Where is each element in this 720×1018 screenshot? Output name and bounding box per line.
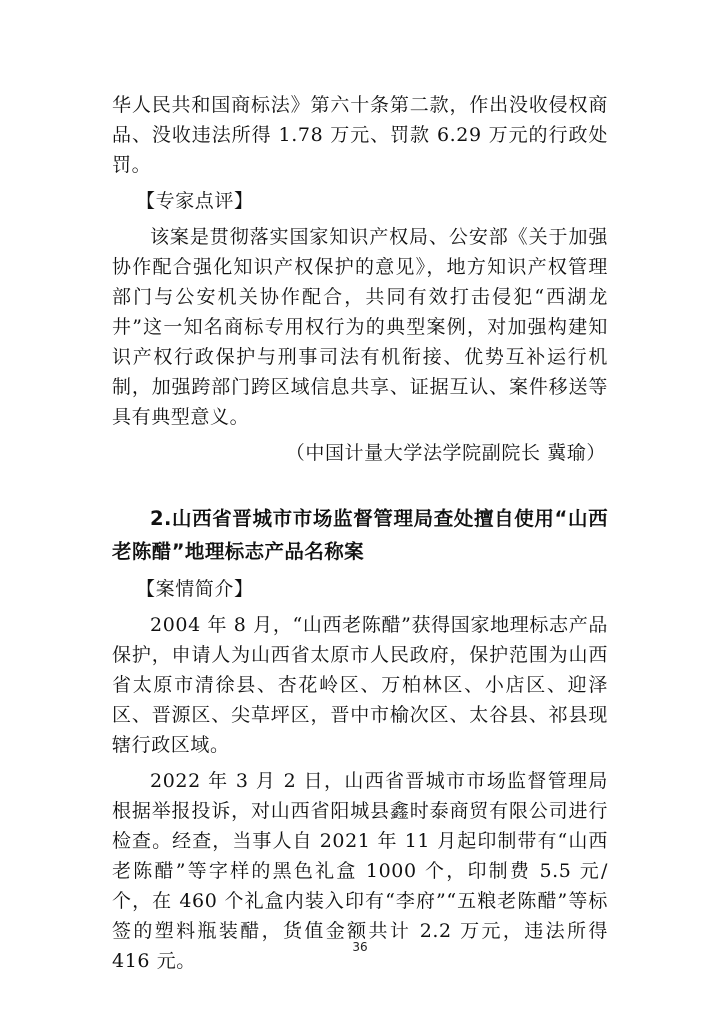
case-summary-label: 【案情简介】	[136, 578, 254, 600]
case2-title: 2.山西省晋城市市场监督管理局查处擅自使用“山西老陈醋”地理标志产品名称案	[112, 507, 608, 563]
case2-paragraph-2: 2022 年 3 月 2 日，山西省晋城市市场监督管理局根据举报投诉，对山西省阳城县鑫时泰商贸有限公司进行检查。经查，当事人自 2021 年 11 月起印制带有“山西老陈醋”等字样的黑色礼盒 1000 个，印制费 5.5 元/个，在 460 个礼盒内装入印有“李府”“五粮老陈醋”等标签的塑料瓶装醋，货值金额共计 2.2 万元，违法所得 416 元。	[112, 770, 608, 972]
case2-paragraph-1: 2004 年 8 月，“山西老陈醋”获得国家地理标志产品保护，申请人为山西省太原市人民政府，保护范围为山西省太原市清徐县、杏花岭区、万柏林区、小店区、迎泽区、晋源区、尖草坪区，晋中市榆次区、太谷县、祁县现辖行政区域。	[112, 614, 608, 756]
expert-comment-paragraph: 该案是贯彻落实国家知识产权局、公安部《关于加强协作配合强化知识产权保护的意见》，地方知识产权管理部门与公安机关协作配合，共同有效打击侵犯“西湖龙井”这一知名商标专用权行为的典型案例，对加强构建知识产权行政保护与刑事司法有机衔接、优势互补运行机制，加强跨部门跨区域信息共享、证据互认、案件移送等具有典型意义。	[112, 226, 608, 428]
case1-continuation-paragraph: 华人民共和国商标法》第六十条第二款，作出没收侵权商品、没收违法所得 1.78 万元、罚款 6.29 万元的行政处罚。	[112, 94, 608, 176]
expert-comment-label: 【专家点评】	[136, 190, 254, 212]
page-number: 36	[352, 940, 368, 954]
page-content	[112, 90, 608, 982]
expert-signature: （中国计量大学法学院副院长 冀瑜）	[285, 442, 606, 464]
